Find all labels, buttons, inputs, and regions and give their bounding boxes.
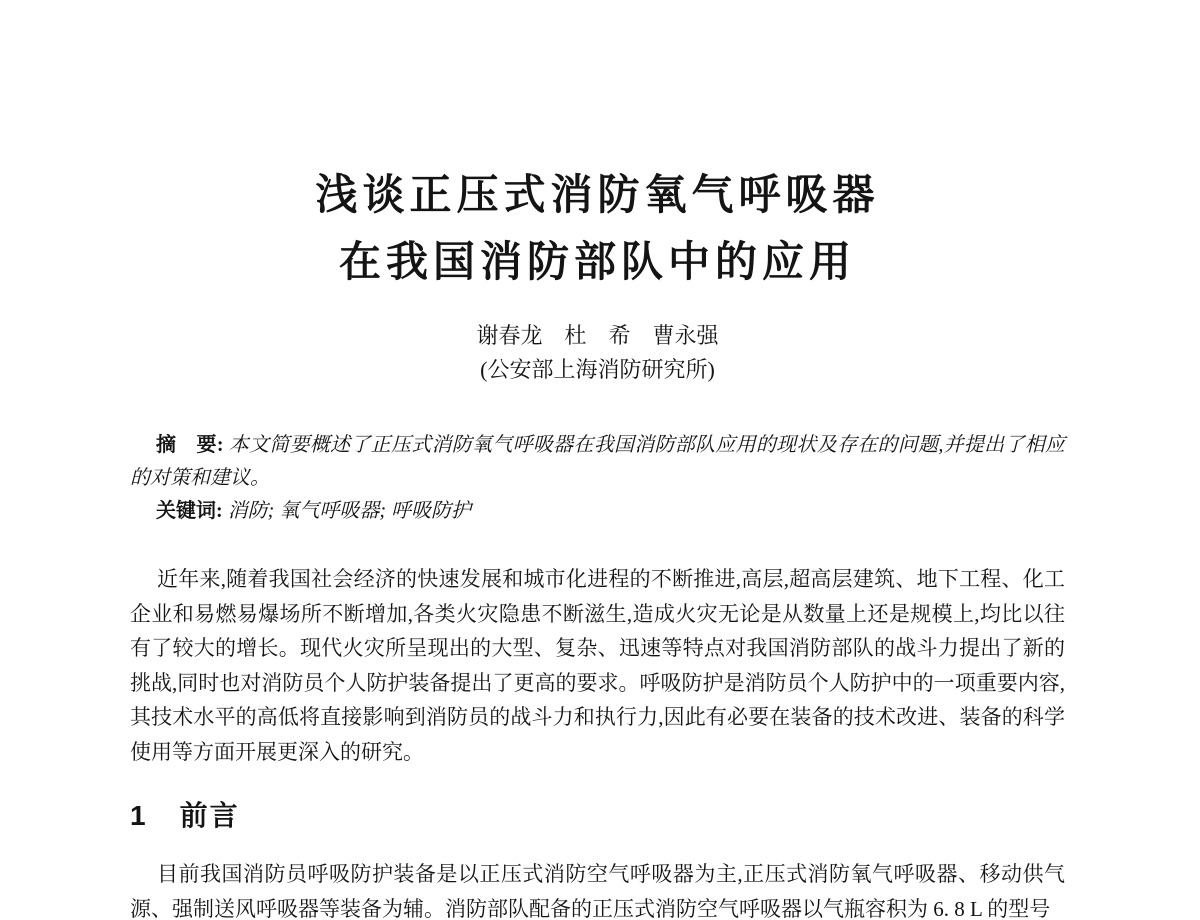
abstract-text: 本文简要概述了正压式消防氧气呼吸器在我国消防部队应用的现状及存在的问题,并提出了相应的对策和建议。 bbox=[130, 434, 1065, 489]
authors-line: 谢春龙 杜 希 曹永强 bbox=[476, 323, 719, 348]
paper-title-line2: 在我国消防部队中的应用 bbox=[338, 240, 856, 286]
abstract-label: 摘 要: bbox=[156, 434, 224, 456]
keywords-text: 消防; 氧气呼吸器; 呼吸防护 bbox=[227, 500, 471, 522]
intro-paragraph: 近年来,随着我国社会经济的快速发展和城市化进程的不断推进,高层,超高层建筑、地下工程、化工企业和易燃易爆场所不断增加,各类火灾隐患不断滋生,造成火灾无论是从数量上还是规模上,均比以往有了较大的增长。现代火灾所呈现出的大型、复杂、迅速等特点对我国消防部队的战斗力提出了新的挑战,同时也对消防员个人防护装备提出了更高的要求。呼吸防护是消防员个人防护中的一项重要内容,其技术水平的高低将直接影响到消防员的战斗力和执行力,因此有必要在装备的技术改进、装备的科学使用等方面开展更深入的研究。 bbox=[130, 567, 1065, 764]
abstract-block bbox=[130, 429, 1065, 528]
section-1-title: 前言 bbox=[179, 800, 240, 831]
paper-title bbox=[130, 163, 1065, 297]
paper-page bbox=[0, 163, 1200, 920]
section-1-paragraph: 目前我国消防员呼吸防护装备是以正压式消防空气呼吸器为主,正压式消防氧气呼吸器、移动供气源、强制送风呼吸器等装备为辅。消防部队配备的正压式消防空气呼吸器以气瓶容积为 6. 8 L 的型号 bbox=[130, 862, 1065, 920]
keywords-paragraph bbox=[130, 495, 1065, 528]
section-1-heading bbox=[130, 797, 1065, 835]
keywords-label: 关键词: bbox=[156, 500, 223, 522]
paper-title-line1: 浅谈正压式消防氧气呼吸器 bbox=[315, 173, 880, 219]
affiliation-line: (公安部上海消防研究所) bbox=[480, 357, 715, 382]
section-1-number: 1 bbox=[130, 800, 146, 831]
abstract-paragraph bbox=[130, 429, 1065, 495]
